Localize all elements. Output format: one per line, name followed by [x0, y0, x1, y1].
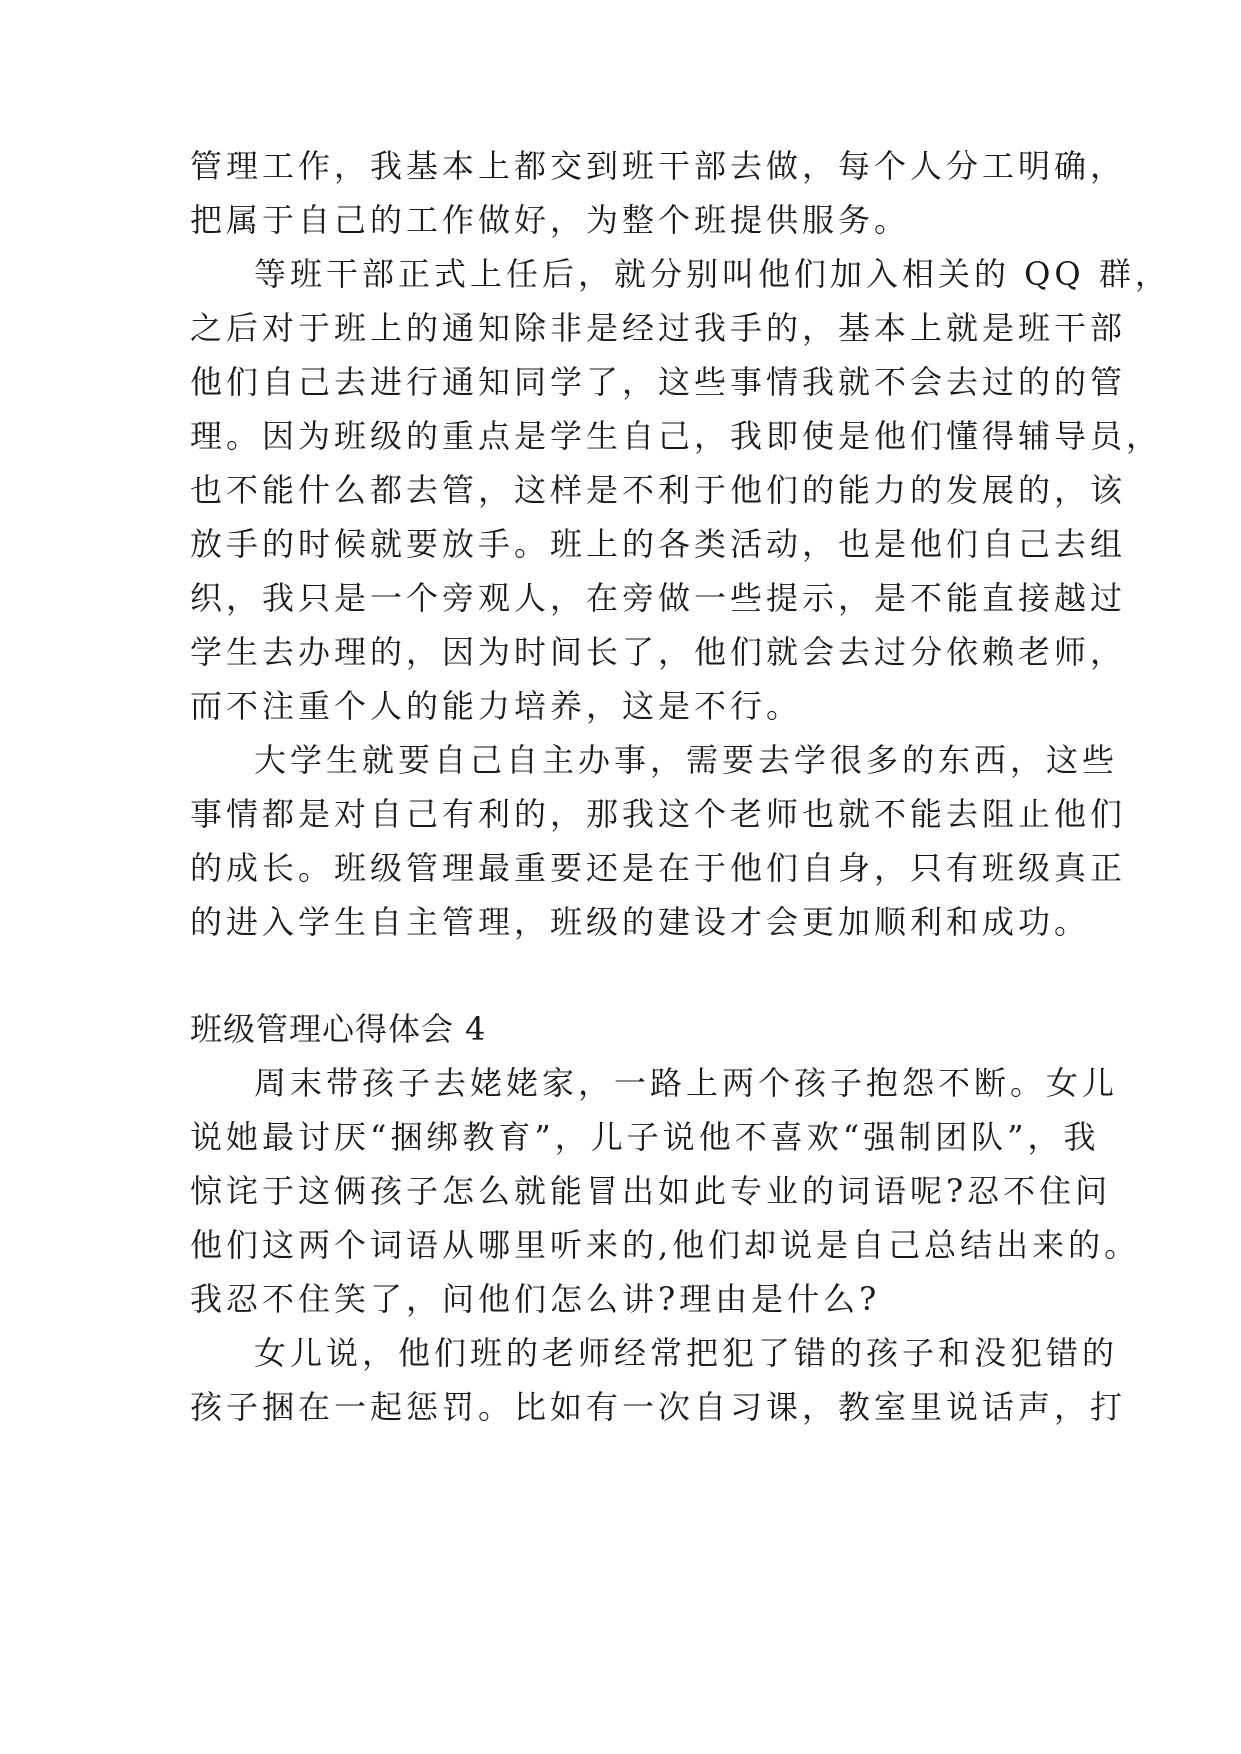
paragraph-first-line: 大学生就要自己自主办事，需要去学很多的东西，这些 — [254, 741, 1119, 779]
paragraph-first-line: 周末带孩子去姥姥家，一路上两个孩子抱怨不断。女儿 — [254, 1064, 1119, 1102]
paragraph-first-line: 女儿说，他们班的老师经常把犯了错的孩子和没犯错的 — [254, 1334, 1119, 1372]
body-text-line: 把属于自己的工作做好，为整个班提供服务。 — [190, 201, 911, 239]
body-text-line: 之后对于班上的通知除非是经过我手的，基本上就是班干部 — [190, 309, 1127, 347]
body-text-line: 理。因为班级的重点是学生自己，我即使是他们懂得辅导员， — [190, 417, 1163, 455]
body-text-line: 而不注重个人的能力培养，这是不行。 — [190, 687, 803, 725]
body-text-line: 放手的时候就要放手。班上的各类活动，也是他们自己去组 — [190, 525, 1127, 563]
body-text-line: 的进入学生自主管理，班级的建设才会更加顺利和成功。 — [190, 903, 1091, 941]
body-text-line: 我忍不住笑了，问他们怎么讲?理由是什么? — [190, 1280, 881, 1318]
body-text-line: 他们自己去进行通知同学了，这些事情我就不会去过的的管 — [190, 363, 1127, 401]
body-text-line: 事情都是对自己有利的，那我这个老师也就不能去阻止他们 — [190, 795, 1127, 833]
body-text-line: 说她最讨厌“捆绑教育”，儿子说他不喜欢“强制团队”，我 — [190, 1118, 1100, 1156]
body-text-line: 的成长。班级管理最重要还是在于他们自身，只有班级真正 — [190, 849, 1127, 887]
body-text-line: 他们这两个词语从哪里听来的,他们却说是自己总结出来的。 — [190, 1226, 1141, 1264]
body-text-line: 也不能什么都去管，这样是不利于他们的能力的发展的，该 — [190, 471, 1127, 509]
paragraph-first-line: 等班干部正式上任后，就分别叫他们加入相关的 QQ 群， — [254, 255, 1171, 293]
body-text-line: 孩子捆在一起惩罚。比如有一次自习课，教室里说话声，打 — [190, 1388, 1127, 1426]
body-text-line: 织，我只是一个旁观人，在旁做一些提示，是不能直接越过 — [190, 579, 1127, 617]
body-text-line: 惊诧于这俩孩子怎么就能冒出如此专业的词语呢?忍不住问 — [190, 1172, 1112, 1210]
body-text-line: 管理工作，我基本上都交到班干部去做，每个人分工明确， — [190, 147, 1127, 185]
section-heading: 班级管理心得体会 4 — [190, 1010, 487, 1048]
body-text-line: 学生去办理的，因为时间长了，他们就会去过分依赖老师， — [190, 633, 1127, 671]
